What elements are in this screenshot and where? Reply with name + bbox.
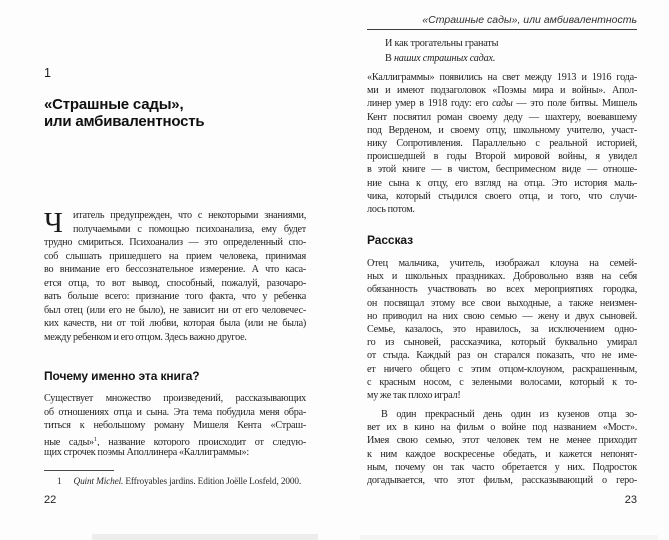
text-line: ется отца, то вот вывод, способный, пожалуй, разочаро- [44,277,306,289]
footnote-reference: 1 [93,435,98,443]
epigraph-text: В [385,52,394,64]
paragraph [367,257,637,402]
page-number-right: 23 [624,494,637,506]
page-left [44,0,306,540]
chapter-title-line: «Страшные сады», [44,96,184,113]
text-line: Семье, казалось, это нравилось, за исключением одно- [367,323,637,335]
paragraph [44,236,306,344]
text-line: Существует множество произведений, рассказывающих [44,393,306,404]
text-line: ных и школьных праздниках. Добровольно взяв на себя [367,271,637,283]
paragraph [44,392,306,433]
text-line: получаемыми с помощью психоанализа, ему будет [73,223,306,235]
running-header-rule [367,29,637,30]
text-line: итатель предупрежден, что с некоторыми знаниями, [73,210,306,221]
drop-cap: Ч [44,207,63,239]
paragraph [367,111,637,217]
paragraph-line-with-footnote-ref [44,433,306,447]
epigraph [367,37,637,66]
text-line: под Верденом, и своему отцу, школьному учителю, участ- [367,124,637,136]
text-line: Отец мальчика, учитель, изображал клоуна на семей- [367,258,637,269]
page-number-left: 22 [44,494,57,506]
paragraph-line-with-italic [367,97,637,110]
text-line: ние сына к отцу, его взгляд на отца. Это история маль- [367,177,637,189]
line-text-italic: сады [492,98,513,110]
text-line: Имея свою семью, этот человек тем не менее приходит [367,435,637,447]
paragraph [367,71,637,97]
running-header: «Страшные сады», или амбивалентность [422,14,637,26]
text-line: между ребенком и его отцом. Здесь важно другое. [44,331,247,343]
section-subheading: Почему именно эта книга? [44,369,200,383]
text-line: ми и имеют подзаголовок «Поэмы мира и войны». Апол- [367,85,637,97]
text-line: вать больше всего: признание того факта, что у ребенка [44,291,306,302]
footnote-divider [44,470,114,471]
epigraph-text-italic: наших страшных садах. [393,52,496,64]
text-line: ным, почему он так часто обретается у них. Подросток [367,461,637,473]
chapter-title-line: или амбивалентность [44,112,205,130]
text-line: ет ничего общего с этим отцом-клоуном, раскрашенным, [367,363,637,375]
section-subheading: Рассказ [367,233,413,247]
text-line: чика, который стыдился своего отца, и того, что случи- [367,190,637,202]
chapter-number: 1 [44,66,51,80]
chapter-title [44,97,306,130]
text-line: от стыда. Каждый раз он старался показать, что не име- [367,350,637,362]
text-line: с красным носом, с зелеными волосами, который к то- [367,376,637,388]
scan-edge-shadow [92,534,318,540]
text-line: «Каллиграммы» появились на свет между 1913 и 1916 года- [367,72,637,83]
footnote [44,477,306,487]
footnote-text: Effroyables jardins. Edition Joëlle Losfeld, 2000. [123,477,302,487]
page-right [367,0,637,540]
footnote-marker: 1 [57,477,62,487]
text-line: обязанность участвовать во всех мероприятиях городка, [367,284,637,296]
text-line: лось потом. [367,203,415,215]
text-line: но приводил на них свою семью — жену и двух сыновей. [367,310,637,322]
epigraph-line [385,52,637,67]
text-line: нику Сопротивления. Параллельно с реальной историей, [367,137,637,149]
text-line: трудно смириться. Психоанализ — это определенный спо- [44,237,306,248]
line-text: — это поле битвы. Мишель [512,98,637,110]
line-text: линер умер в 1918 году: его [367,98,493,110]
epigraph-line: И как трогательны гранаты [385,38,499,49]
text-line: Кент посвятил роман своему деду — шахтеру, воевавшему [367,111,637,123]
text-line: об отношениях отца и сына. Эта тема побудила меня обра- [44,406,306,418]
text-line: был отец (или его не было), не зависит ни от его человечес- [44,304,306,316]
text-line: В один прекрасный день один из кузенов отца зо- [381,409,637,420]
text-line: догадывается, что этот фильм, рассказывающий о геро- [367,474,637,486]
paragraph [44,446,306,460]
text-line: титься к небольшому роману Мишеля Кента «Страш- [44,420,306,431]
footnote-author: Quint Michel. [73,477,124,487]
text-line: к ним каждое воскресенье обедать, и кажется непонят- [367,448,637,460]
text-line: соб слышать пришедшего на прием человека, принимая [44,250,306,262]
line-text: , название которого происходит от следую- [97,436,306,446]
text-line: во внимание его бессознательное измерение. А что каса- [44,264,306,275]
text-line: щих строчек поэмы Аполлинера «Каллиграммы»: [44,447,249,458]
paragraph [367,408,637,487]
line-text: ные сады» [44,436,94,446]
paragraph [44,207,306,239]
text-line: ких качеств, ни от той любви, которая была (или не была) [44,318,306,329]
text-line: он посвящал этому все свои выходные, а также неизмен- [367,297,637,309]
text-line: в этой книге — в чистом, беспримесном виде — отноше- [367,164,637,176]
scan-edge-shadow [360,535,658,540]
text-line: му же так плохо играл! [367,389,461,401]
text-line: го из сыновей, рассказчика, который буквально умирал [367,337,637,349]
text-line: происшедшей в годы Второй мировой войны, я увидел [367,151,637,163]
text-line: вет их в кино на фильм о войне под названием «Мост». [367,422,637,434]
